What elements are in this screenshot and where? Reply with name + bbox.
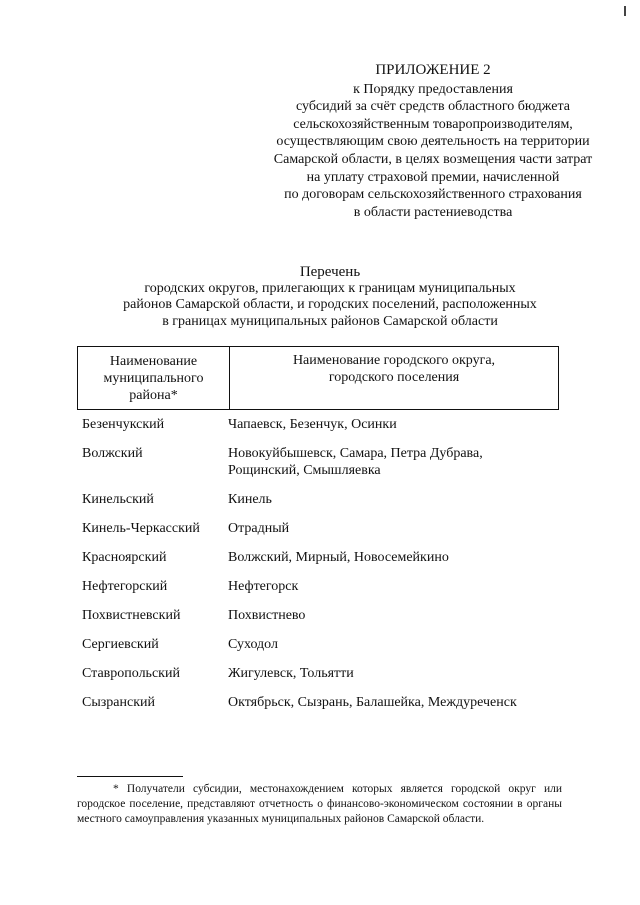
settlements-text: Рощинский, Смышляевка (228, 463, 381, 478)
district-cell: Волжский (82, 446, 143, 461)
header-text: муниципального (103, 370, 204, 386)
footnote-line: или городское поселение, представляют отчетность о финансово-экономическом (77, 783, 562, 810)
header-district-column (78, 347, 230, 409)
appendix-line: на уплату страховой премии, начисленной (306, 169, 560, 185)
header-text: Наименование городского округа, (292, 353, 496, 368)
settlements-cell (228, 694, 548, 711)
district-cell: Сергиевский (82, 637, 159, 652)
settlements-text: Жигулевск, Тольятти (228, 666, 354, 681)
settlements-text: Новокуйбышевск, Самара, Петра Дубрава, (228, 446, 483, 461)
district-cell: Безенчукский (82, 417, 165, 432)
table-row (82, 636, 548, 653)
list-title-block (60, 264, 600, 330)
settlements-text: Нефтегорск (228, 579, 299, 594)
settlements-text: Похвистнево (228, 608, 306, 623)
appendix-line: к Порядку предоставления (353, 81, 513, 97)
footnote-line: состоянии в органы местного самоуправления указанных муниципальных районов (77, 798, 562, 825)
settlements-cell (228, 665, 548, 682)
table-row (82, 607, 548, 624)
district-cell: Кинель-Черкасский (82, 521, 200, 536)
header-settlement-column (230, 347, 558, 409)
district-cell: Красноярский (82, 550, 167, 565)
table-row (82, 445, 548, 479)
table-row (82, 520, 548, 537)
appendix-line: по договорам сельскохозяйственного страхования (284, 187, 582, 203)
footnote-line: Самарской области. (387, 813, 485, 825)
settlements-cell (228, 491, 548, 508)
table-row (82, 491, 548, 508)
footnote-separator (77, 776, 183, 777)
list-subtitle-line: в границах муниципальных районов Самарской области (162, 313, 498, 329)
settlements-text: Чапаевск, Безенчук, Осинки (228, 417, 397, 432)
settlements-cell (228, 549, 548, 566)
header-text: Наименование (109, 353, 198, 369)
settlements-cell (228, 445, 548, 479)
district-cell: Похвистневский (82, 608, 181, 623)
appendix-line: Самарской области, в целях возмещения части затрат (273, 151, 593, 167)
table-row (82, 578, 548, 595)
settlements-cell (228, 520, 548, 537)
settlements-cell (228, 636, 548, 653)
footnote (77, 782, 562, 827)
header-text: городского поселения (328, 370, 460, 385)
list-title: Перечень (299, 264, 361, 280)
list-subtitle-line: районов Самарской области, и городских поселений, расположенных (123, 297, 537, 313)
district-cell: Ставропольский (82, 666, 180, 681)
header-text: района* (129, 387, 178, 403)
table-header (77, 346, 559, 410)
appendix-line: осуществляющим свою деятельность на территории (276, 134, 590, 150)
district-cell: Нефтегорский (82, 579, 168, 594)
appendix-line: в области растениеводства (353, 204, 513, 220)
list-subtitle-line: городских округов, прилегающих к границам муниципальных (144, 280, 516, 296)
settlements-cell (228, 578, 548, 595)
footnote-line: * Получатели субсидии, местонахождением которых является городской округ (113, 783, 536, 795)
settlements-text: Отрадный (228, 521, 290, 536)
district-cell: Сызранский (82, 695, 155, 710)
appendix-title: ПРИЛОЖЕНИЕ 2 (375, 62, 491, 78)
settlements-cell (228, 416, 548, 433)
settlements-text: Суходол (228, 637, 278, 652)
appendix-line: субсидий за счёт средств областного бюджета (295, 99, 571, 115)
table-row (82, 694, 548, 711)
settlements-text: Октябрьск, Сызрань, Балашейка, Междуреченск (228, 695, 517, 710)
appendix-header (250, 62, 616, 221)
settlements-cell (228, 607, 548, 624)
district-cell: Кинельский (82, 492, 154, 507)
table-row (82, 416, 548, 433)
settlements-text: Кинель (228, 492, 272, 507)
appendix-line: сельскохозяйственным товаропроизводителям, (293, 116, 573, 132)
scan-mark (624, 6, 626, 16)
table-row (82, 549, 548, 566)
settlements-text: Волжский, Мирный, Новосемейкино (228, 550, 449, 565)
table-row (82, 665, 548, 682)
